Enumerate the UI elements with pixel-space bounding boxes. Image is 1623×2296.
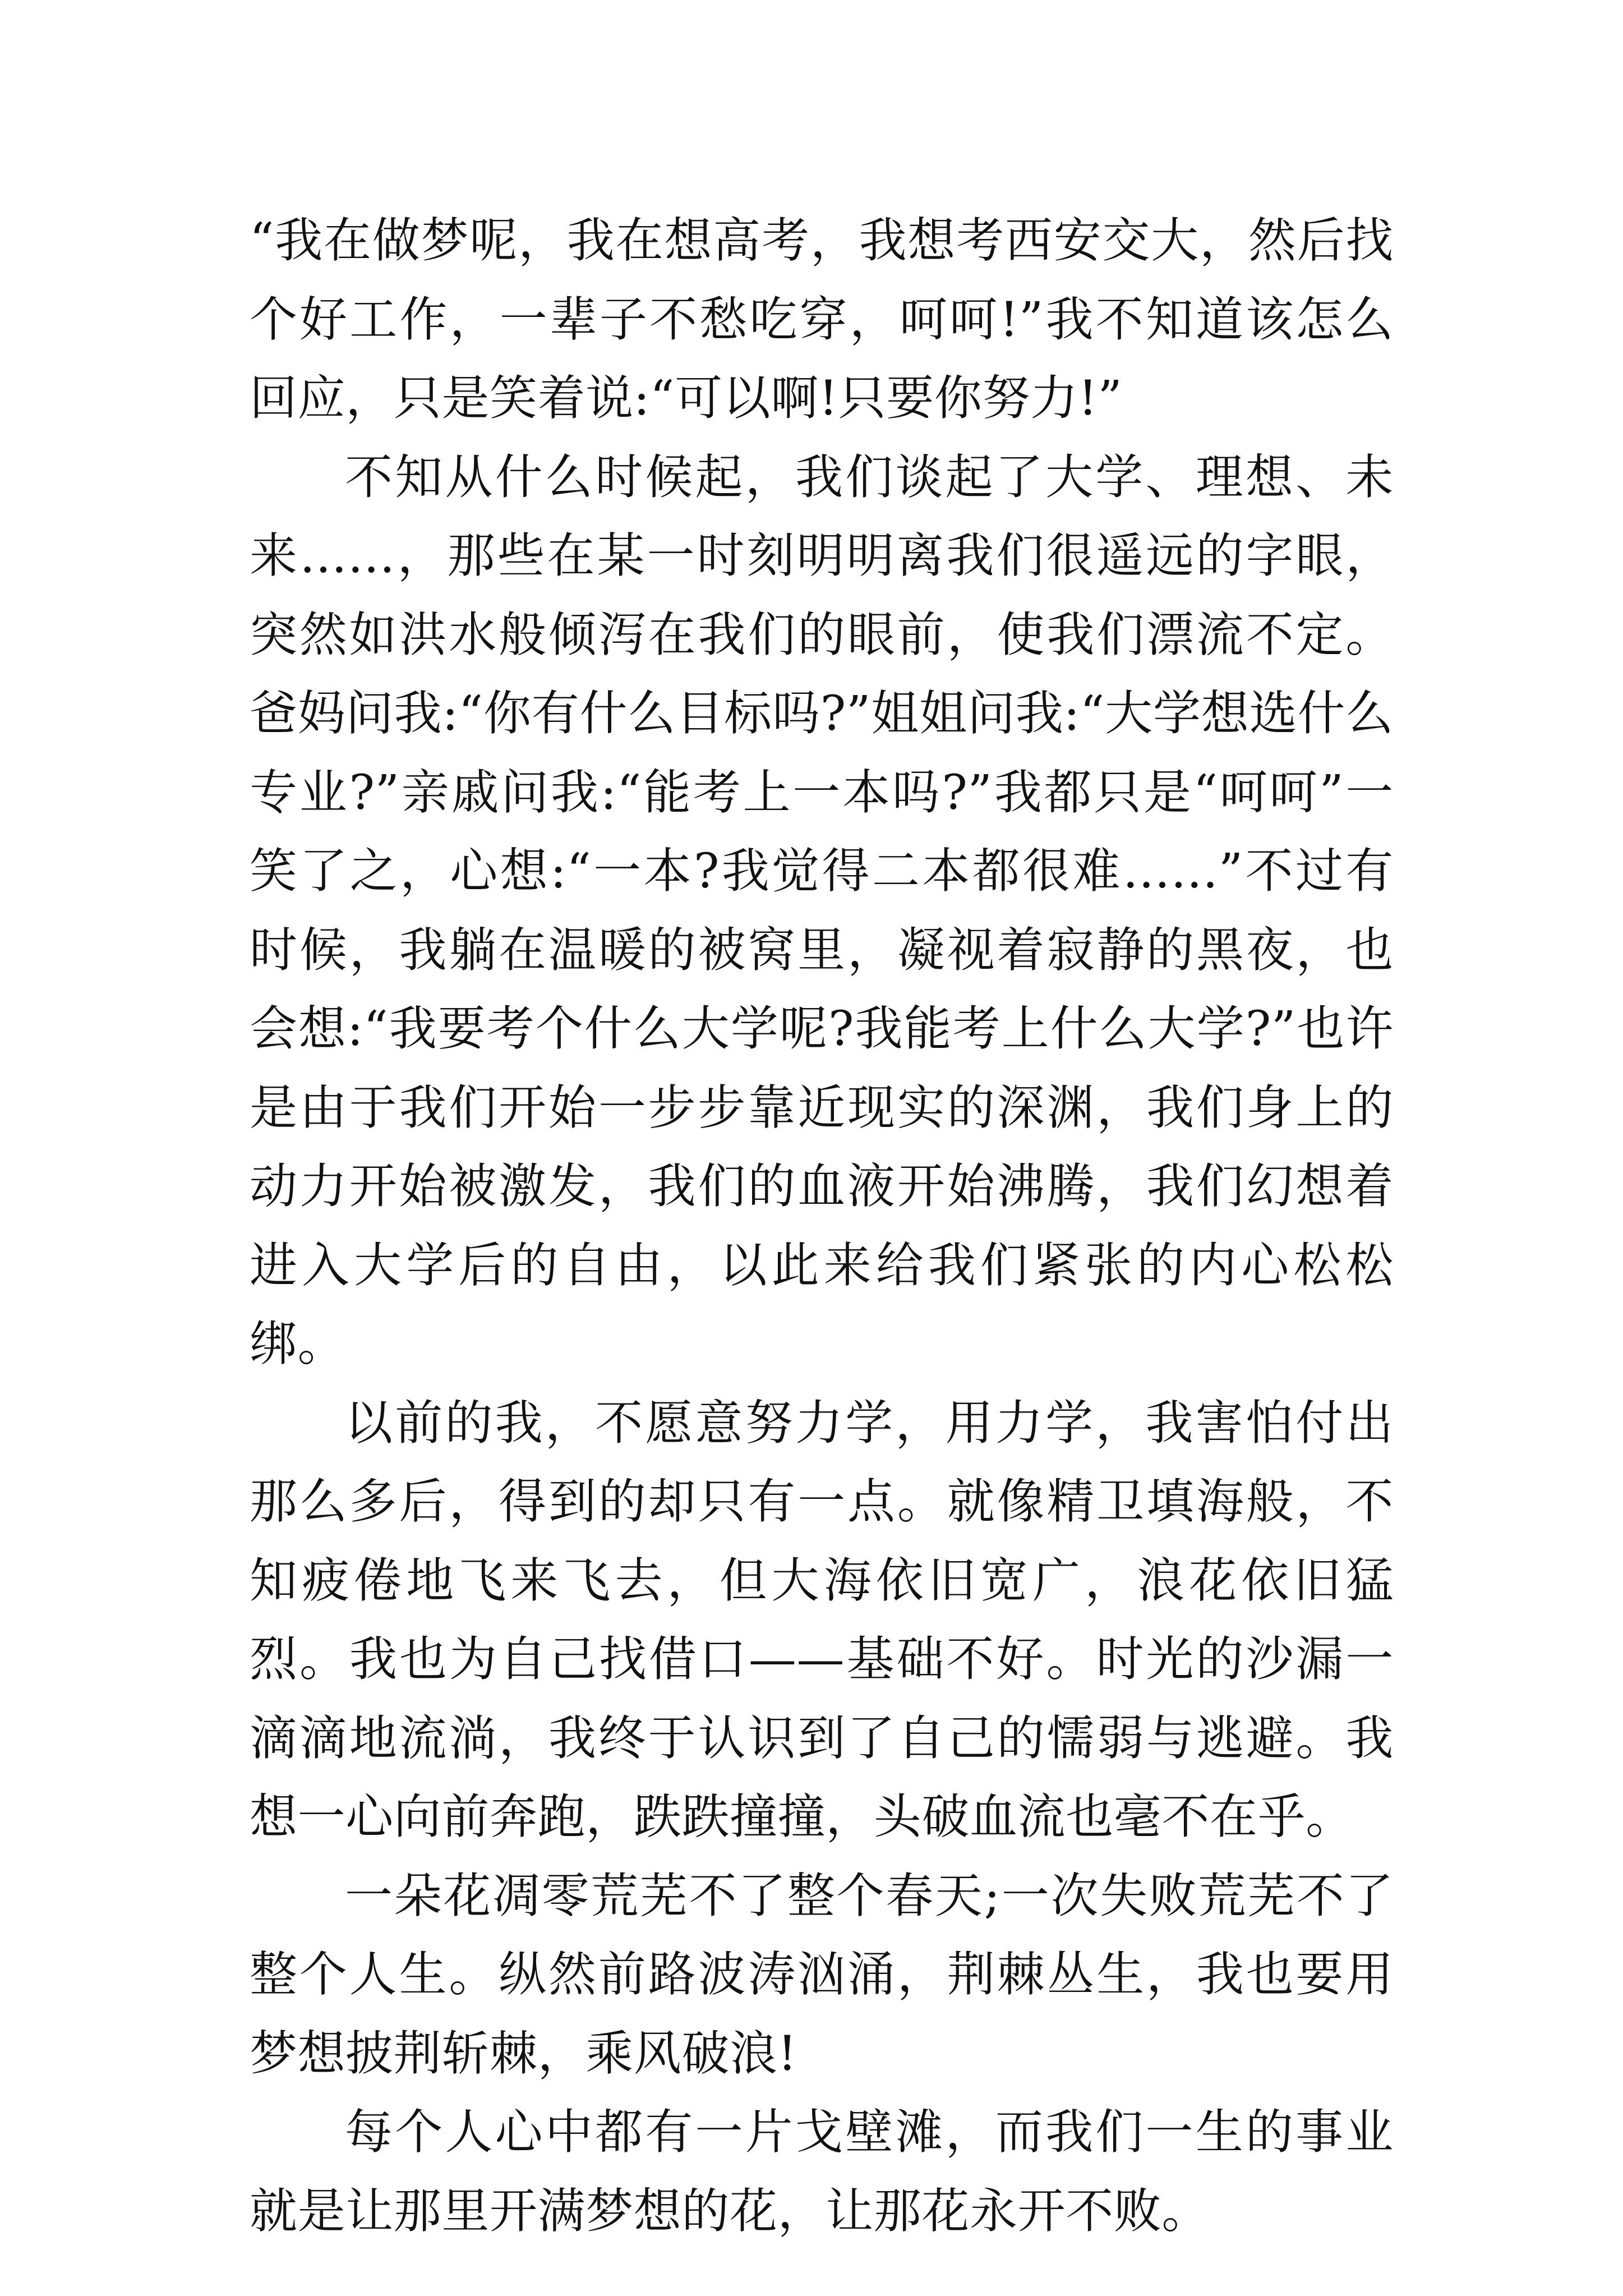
- paragraph-2: 不知从什么时候起，我们谈起了大学、理想、未来……，那些在某一时刻明明离我们很遥远的字眼，突然如洪水般倾泻在我们的眼前，使我们漂流不定。爸妈问我:“你有什么目标吗?”姐姐问我:“大学想选什么专业?”亲戚问我:“能考上一本吗?”我都只是“呵呵”一笑了之，心想:“一本?我觉得二本都很难……”不过有时候，我躺在温暖的被窝里，凝视着寂静的黑夜，也会想:“我要考个什么大学呢?我能考上什么大学?”也许是由于我们开始一步步靠近现实的深渊，我们身上的动力开始被激发，我们的血液开始沸腾，我们幻想着进入大学后的自由，以此来给我们紧张的内心松松绑。: [250, 449, 1394, 1372]
- paragraph-5: 每个人心中都有一片戈壁滩，而我们一生的事业就是让那里开满梦想的花，让那花永开不败。: [250, 2105, 1394, 2239]
- paragraph-1: “我在做梦呢，我在想高考，我想考西安交大，然后找个好工作，一辈子不愁吃穿，呵呵!”我不知道该怎么回应，只是笑着说:“可以啊!只要你努力!”: [250, 213, 1394, 426]
- paragraph-4: 一朵花凋零荒芜不了整个春天;一次失败荒芜不了整个人生。纵然前路波涛汹涌，荆棘丛生，我也要用梦想披荆斩棘，乘风破浪!: [250, 1868, 1394, 2082]
- paragraph-3: 以前的我，不愿意努力学，用力学，我害怕付出那么多后，得到的却只有一点。就像精卫填海般，不知疲倦地飞来飞去，但大海依旧宽广，浪花依旧猛烈。我也为自己找借口——基础不好。时光的沙漏一滴滴地流淌，我终于认识到了自己的懦弱与逃避。我想一心向前奔跑，跌跌撞撞，头破血流也毫不在乎。: [250, 1395, 1394, 1845]
- document-body: [250, 202, 1394, 2251]
